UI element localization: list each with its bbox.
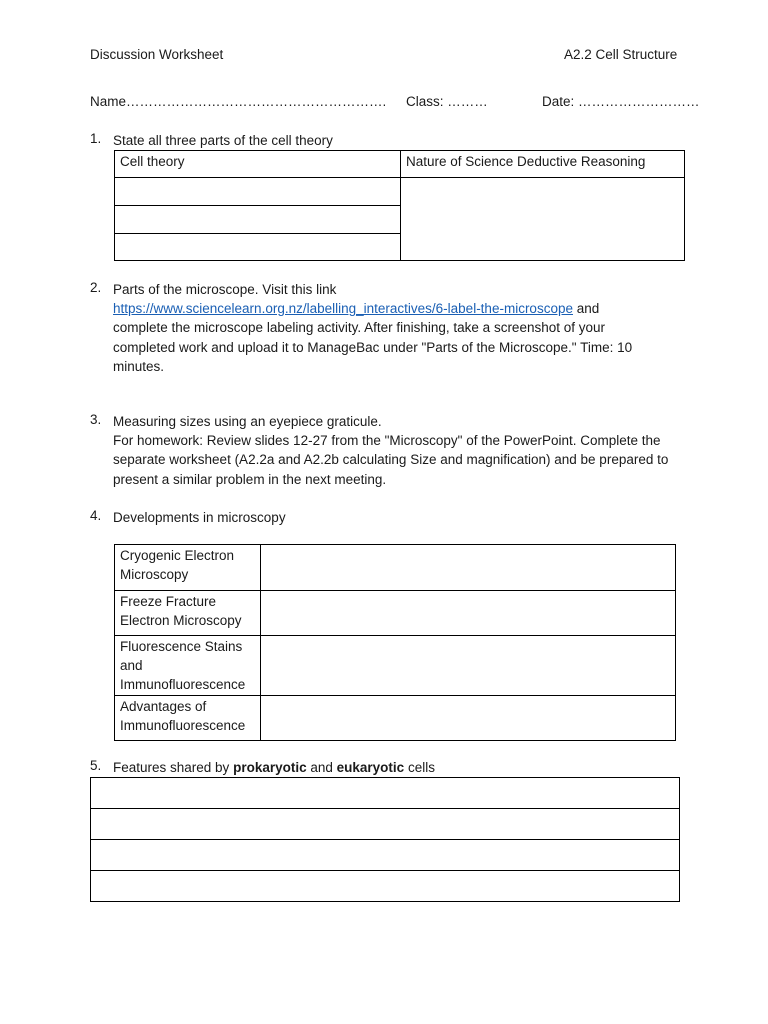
development-answer-cryogenic[interactable] (261, 545, 676, 591)
nos-deductive-header: Nature of Science Deductive Reasoning (401, 151, 685, 178)
shared-feature-answer-2[interactable] (91, 809, 680, 840)
cell-theory-table (114, 150, 685, 261)
cell-theory-answer-2[interactable] (115, 206, 401, 234)
date-field[interactable]: Date: ……………………… (542, 94, 700, 109)
development-label-advantages: Advantages of Immunofluorescence (115, 696, 261, 741)
shared-feature-answer-4[interactable] (91, 871, 680, 902)
development-label-freeze-fracture: Freeze Fracture Electron Microscopy (115, 591, 261, 636)
question-5-number: 5. (90, 758, 102, 773)
question-1-text: State all three parts of the cell theory (113, 133, 333, 148)
unit-title: A2.2 Cell Structure (564, 47, 678, 62)
shared-feature-answer-1[interactable] (91, 778, 680, 809)
microscope-activity-link[interactable]: https://www.sciencelearn.org.nz/labelling_interactives/6-label-the-microscope (113, 301, 573, 317)
development-answer-fluorescence[interactable] (261, 636, 676, 696)
question-2-text (113, 280, 688, 376)
question-3-line-1: Measuring sizes using an eyepiece graticule. (113, 414, 382, 429)
question-3-text (113, 412, 688, 489)
question-2-line-5: minutes. (113, 358, 165, 374)
development-answer-freeze-fracture[interactable] (261, 591, 676, 636)
nos-deductive-answer[interactable] (401, 178, 685, 261)
development-label-fluorescence: Fluorescence Stains and Immunofluorescence (115, 636, 261, 696)
question-2-number: 2. (90, 280, 102, 295)
class-field[interactable]: Class: ……… (406, 94, 488, 109)
question-4-number: 4. (90, 508, 102, 523)
cell-theory-answer-3[interactable] (115, 234, 401, 261)
question-2-line-4: completed work and upload it to ManageBac under "Parts of the Microscope." Time: 10 (113, 339, 633, 355)
development-label-cryogenic: Cryogenic Electron Microscopy (115, 545, 261, 591)
question-3-line-3: separate worksheet (A2.2a and A2.2b calculating Size and magnification) and be prepared to (113, 452, 669, 468)
name-field[interactable]: Name…………………………………………………. (90, 94, 387, 109)
shared-feature-answer-3[interactable] (91, 840, 680, 871)
question-2-link-line (113, 299, 688, 318)
question-3-line-2: For homework: Review slides 12-27 from the "Microscopy" of the PowerPoint. Complete the (113, 433, 661, 449)
question-3-number: 3. (90, 412, 102, 427)
microscopy-developments-table (114, 544, 676, 741)
question-1-number: 1. (90, 131, 102, 146)
cell-theory-answer-1[interactable] (115, 178, 401, 206)
worksheet-title: Discussion Worksheet (90, 47, 224, 62)
question-3-line-4: present a similar problem in the next meeting. (113, 471, 387, 487)
question-5-text: Features shared by prokaryotic and eukaryotic cells (113, 760, 435, 775)
eukaryotic-term: eukaryotic (336, 760, 405, 775)
development-answer-advantages[interactable] (261, 696, 676, 741)
question-2-line-3: complete the microscope labeling activity. After finishing, take a screenshot of your (113, 320, 605, 336)
prokaryotic-term: prokaryotic (233, 760, 307, 775)
question-2-after-link: and (572, 301, 600, 317)
question-4-text: Developments in microscopy (113, 510, 286, 525)
shared-features-table (90, 777, 680, 902)
question-2-line-1: Parts of the microscope. Visit this link (113, 282, 337, 297)
cell-theory-header: Cell theory (115, 151, 401, 178)
